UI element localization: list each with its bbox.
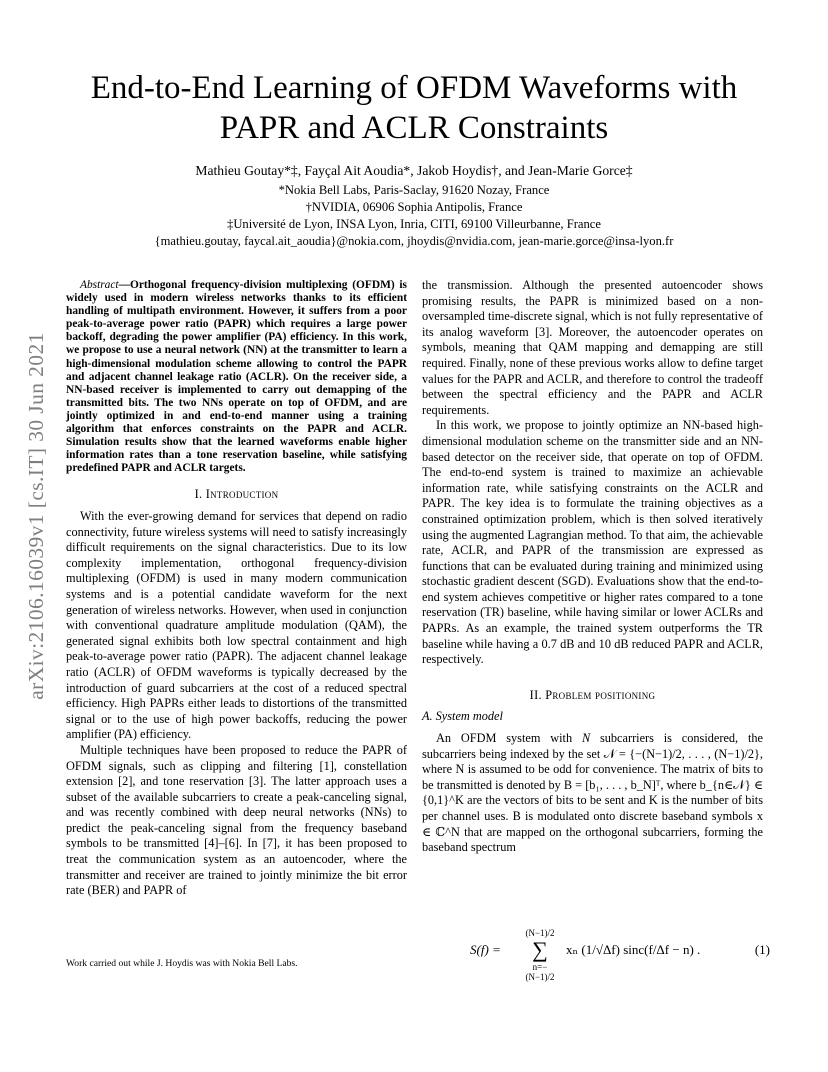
affiliation-nokia: *Nokia Bell Labs, Paris-Saclay, 91620 Nozay, France (278, 183, 550, 197)
paper-title (40, 68, 788, 148)
section-heading-problem-positioning: II. Problem positioning (529, 687, 656, 702)
arxiv-stamp: arXiv:2106.16039v1 [cs.IT] 30 Jun 2021 (24, 332, 48, 700)
equation-body: xₙ (1/√Δf) sinc(f/Δf − n) . (566, 942, 701, 957)
intro-paragraph-1: With the ever-growing demand for services that depend on radio connectivity, future wireless systems will need to satisfy increasingly difficult requirements on the signal characteristics. Due to its low complexity implementation, orthogonal frequency-division multiplexing (OFDM) is used in many modern communication systems and is a potential candidate waveform for the next generation of wireless networks. However, when used in conjunction with conventional quadrature amplitude modulation (QAM), the generated signal exhibits both low spectral containment and high peak-to-average power ratio (PAPR). The adjacent channel leakage ratio (ACLR) of OFDM waveforms is typically decreased by the introduction of guard subcarriers at the cost of a reduced spectral efficiency. High PAPRs either leads to distortions of the transmitted signal or to the use of high power backoffs, reducing the power amplifier (PA) efficiency. (66, 509, 407, 742)
left-column (66, 279, 407, 899)
equation-sum-upper: (N−1)/2 (525, 928, 555, 938)
author-list: Mathieu Goutay*‡, Fayçal Ait Aoudia*, Jakob Hoydis†, and Jean-Marie Gorce‡ (195, 163, 633, 178)
intro-paragraph-2: Multiple techniques have been proposed to reduce the PAPR of OFDM signals, such as clipping and filtering [1], constellation extension [2], and tone reservation [3]. The latter approach uses a subset of the available subcarriers to create a peak-canceling signal, and was recently combined with deep neural networks (NNs) to predict the peak-canceling signal from the frequency baseband symbols to be transmitted [4]–[6]. In [7], it has been proposed to treat the communication system as an autoencoder, where the transmitter and receiver are trained to jointly minimize the bit error rate (BER) and PAPR of (66, 742, 407, 898)
section-heading-introduction: I. Introduction (194, 487, 279, 502)
affiliation-nvidia: †NVIDIA, 06906 Sophia Antipolis, France (305, 200, 523, 214)
affiliation-lyon: ‡Université de Lyon, INSA Lyon, Inria, CITI, 69100 Villeurbanne, France (227, 217, 601, 231)
abstract (66, 279, 407, 475)
right-column (422, 278, 763, 856)
sum-symbol-icon: ∑ (532, 937, 548, 962)
intro-paragraph-3: the transmission. Although the presented autoencoder shows promising results, the PAPR is minimized based on a non-oversampled time-discrete signal, which is not fully representative of its analog waveform [3]. Moreover, the autoencoder operates on symbols, meaning that QAM mapping and demapping are still required. Finally, none of these previous works allow to define target values for the PAPR and ACLR, and therefore to control the tradeoff between the spectral efficiency and the PAPR and ACLR requirements. (422, 278, 763, 417)
subsection-heading-system-model: A. System model (422, 709, 503, 724)
equation-sum (520, 928, 560, 982)
intro-paragraph-4: In this work, we propose to jointly optimize an NN-based high-dimensional modulation scheme on the transmitter side and an NN-based detector on the receiver side, that operate on top of OFDM. The end-to-end system is trained to maximize an achievable information rate, while satisfying constraints on the ACLR and PAPR. The key idea is to formulate the training objectives as a constrained optimization problem, which is then solved iteratively using the augmented Lagrangian method. To that aim, the achievable rate, ACLR, and PAPR of the transmission are expressed as functions that can be evaluated during training and minimized using stochastic gradient descent (SGD). Evaluations show that the end-to-end system achieves competitive or higher rates compared to a tone reservation (TR) baseline, while having similar or lower ACLRs and PAPRs. As an example, the trained system outperforms the TR baseline while having a 0.7 dB and 10 dB reduced PAPR and ACLR, respectively. (422, 418, 763, 667)
equation-1 (470, 928, 770, 982)
system-model-text-a: An OFDM system with (436, 731, 582, 746)
title-line-2: PAPR and ACLR Constraints (219, 110, 609, 146)
abstract-text: —Orthogonal frequency-division multiplexing (OFDM) is widely used in modern wireless networks thanks to its efficient handling of multipath environment. However, it suffers from a poor peak-to-average power ratio (PAPR) which requires a large power backoff, degrading the power amplifier (PA) efficiency. In this work, we propose to use a neural network (NN) at the transmitter to learn a high-dimensional modulation scheme allowing to control the PAPR and adjacent channel leakage ratio (ACLR). On the receiver side, a NN-based receiver is implemented to carry out demapping of the transmitted bits. The two NNs operate on top of OFDM, and are jointly optimized in and end-to-end manner using a training algorithm that enforces constraints on the PAPR and ACLR. Simulation results show that the learned waveforms enable higher information rates than a tone reservation baseline, while satisfying predefined PAPR and ACLR targets. (66, 279, 407, 475)
system-model-text-c: subcarriers is considered, the subcarriers being indexed by the set 𝒩 = {−(N−1)/2, . . . , (N−1)/2}, where N is assumed to be odd for convenience. The matrix of bits to be transmitted is denoted by B = [b₁, . . . , b_N]ᵀ, where b_{n∈𝒩} ∈ {0,1}^K are the vectors of bits to be sent and K is the number of bits per channel uses. B is modulated onto discrete baseband symbols x ∈ ℂ^N that are mapped on the orthogonal subcarriers, forming the baseband spectrum (422, 731, 763, 855)
equation-sum-lower: n=−(N−1)/2 (525, 962, 555, 982)
abstract-label: Abstract (80, 279, 119, 291)
title-line-1: End-to-End Learning of OFDM Waveforms with (90, 70, 738, 106)
footnote: Work carried out while J. Hoydis was with Nokia Bell Labs. (66, 958, 298, 969)
equation-number: (1) (754, 942, 770, 957)
system-model-text-b: N (581, 731, 591, 746)
author-emails: {mathieu.goutay, faycal.ait_aoudia}@nokia.com, jhoydis@nvidia.com, jean-marie.gorce@insa-lyon.fr (154, 234, 674, 248)
equation-lhs: S(f) = (470, 942, 501, 957)
system-model-paragraph (422, 731, 763, 856)
